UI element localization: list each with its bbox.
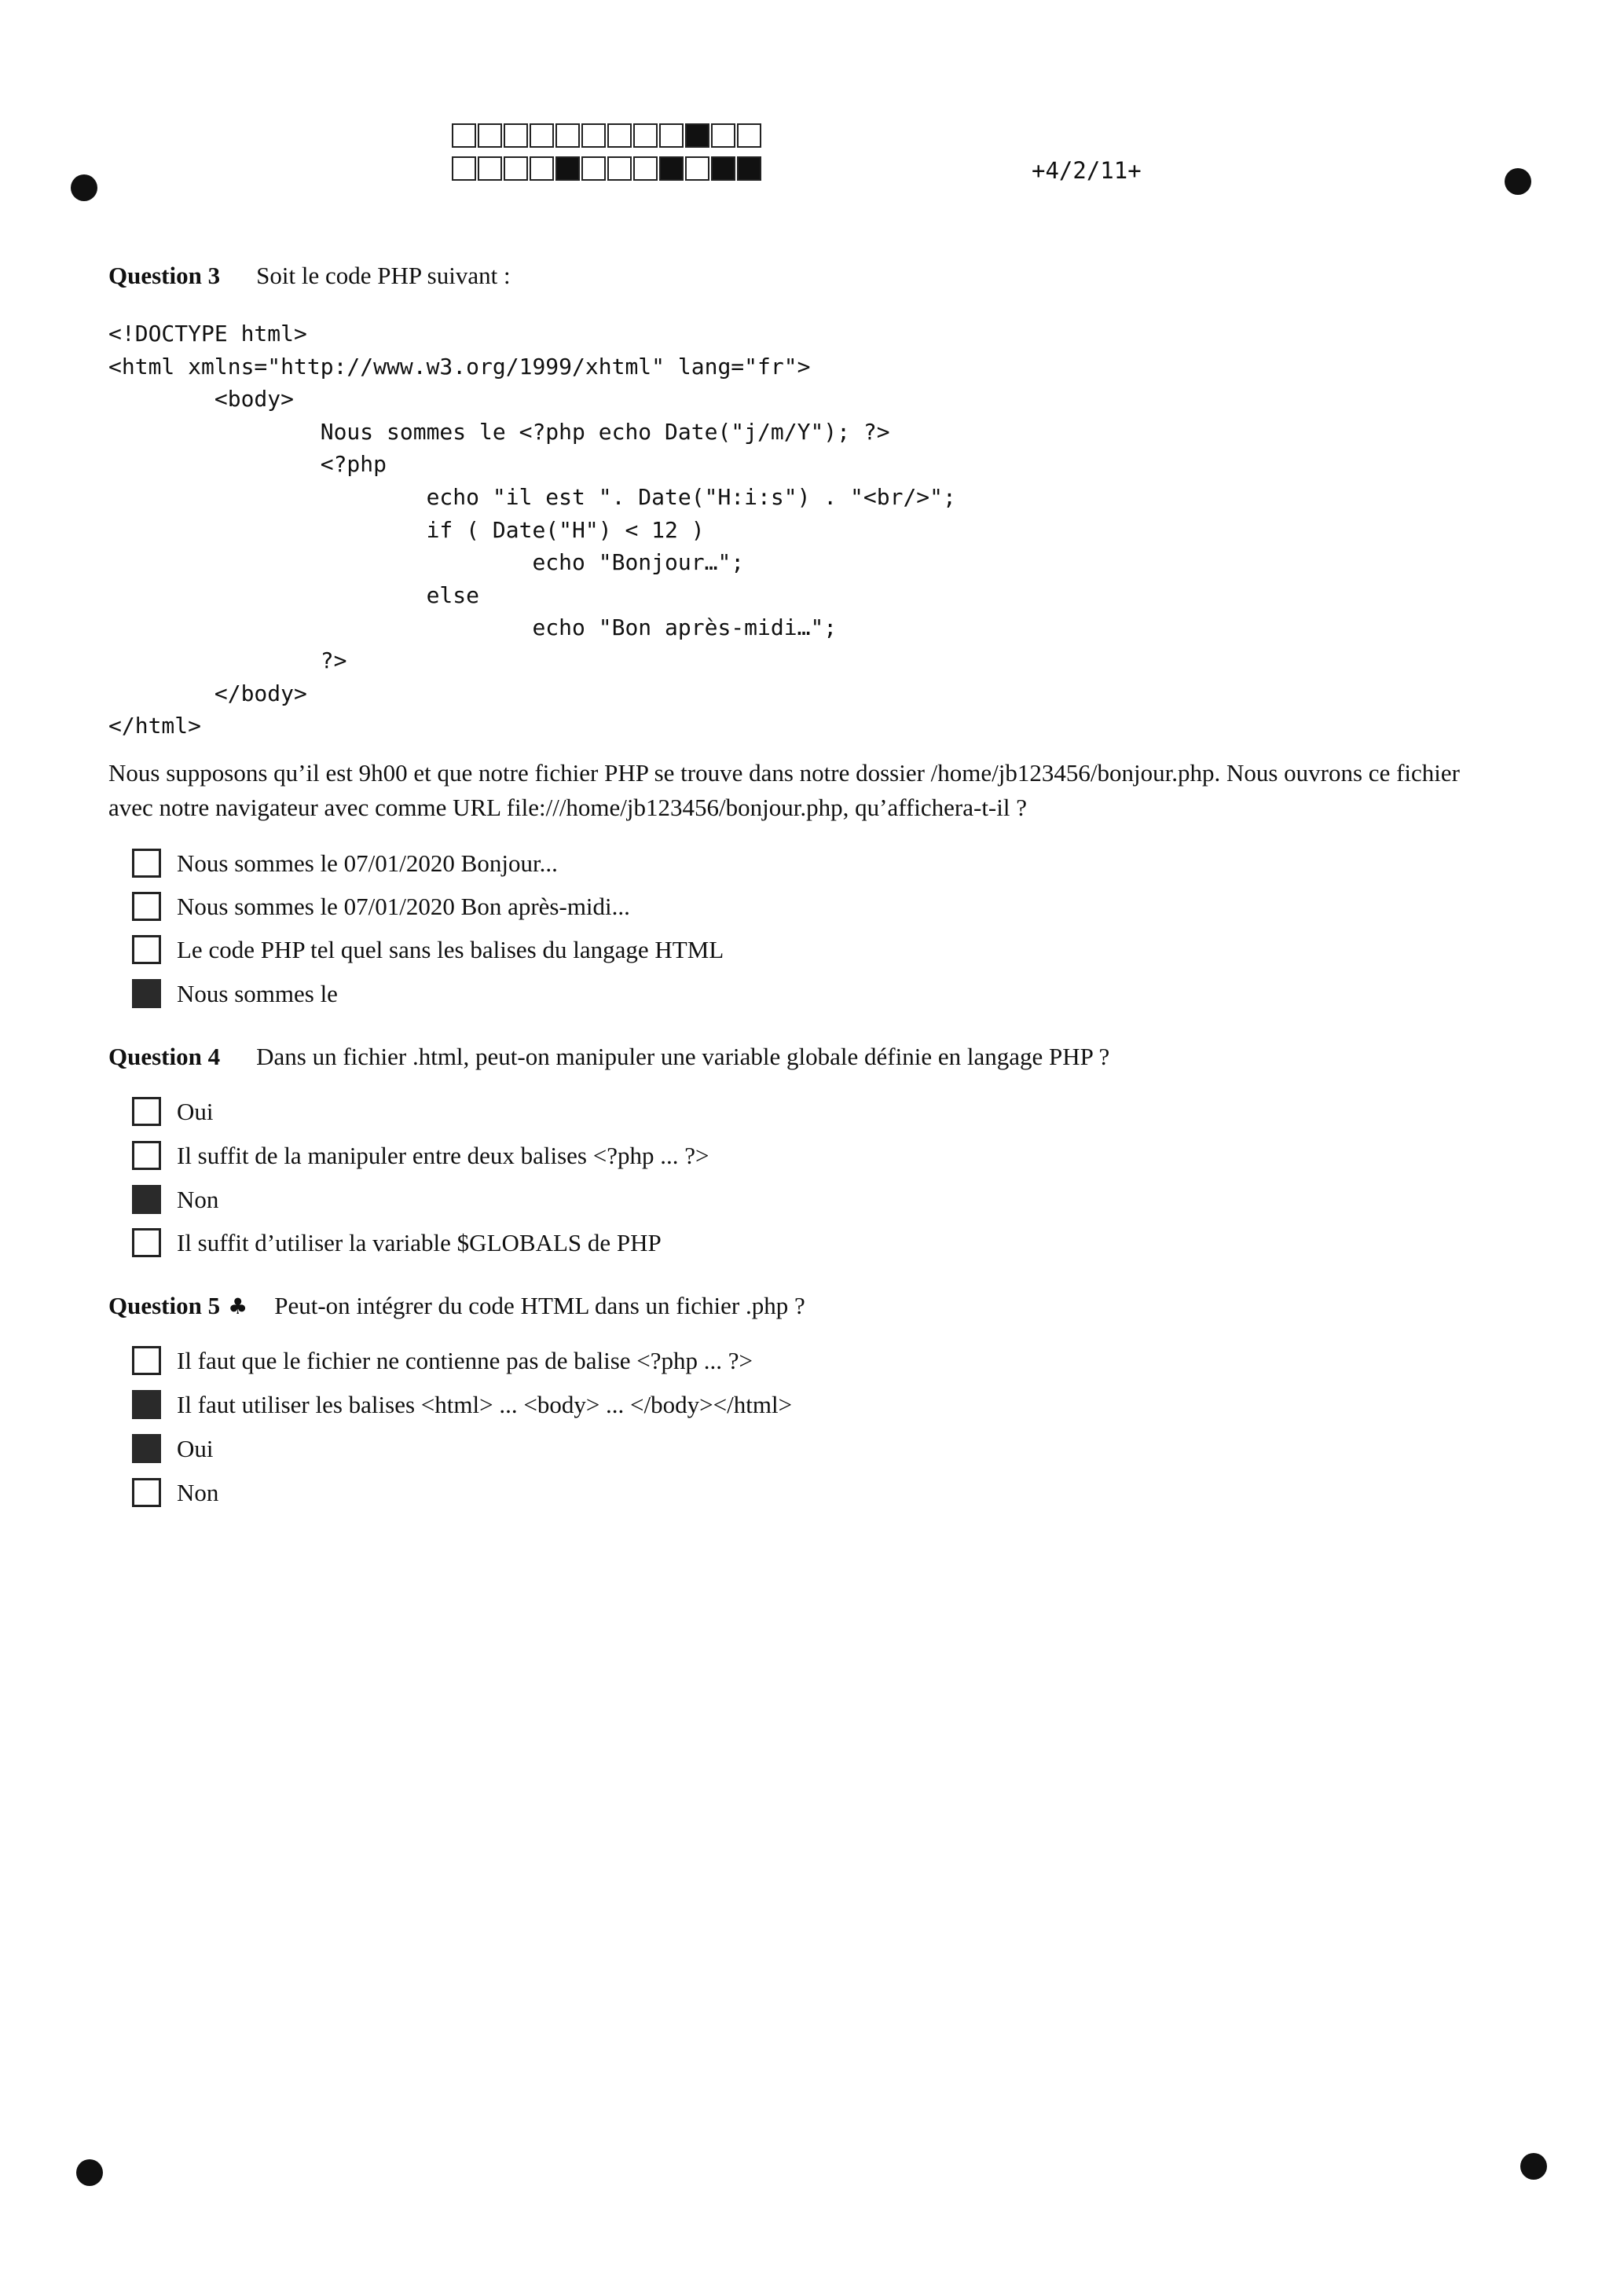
id-box-11 bbox=[711, 123, 735, 148]
id-box-3 bbox=[504, 123, 528, 148]
php-code-block: <!DOCTYPE html> <html xmlns="http://www.w3.org/1999/xhtml" lang="fr"> <body> Nous sommes le <?php echo Date("j/m/Y"); ?> <?php echo "il est ". Date("H:i:s") . "<br/>"; if ( Date("H") < 12 ) echo "Bonjour…"; else echo "Bon après-midi…"; ?> </body> </html> bbox=[108, 321, 956, 739]
id-box-9 bbox=[659, 123, 684, 148]
id-box-1 bbox=[452, 123, 476, 148]
id-box-7 bbox=[607, 156, 632, 181]
q3-checkbox-3[interactable] bbox=[132, 935, 161, 964]
id-box-1 bbox=[452, 156, 476, 181]
q4-answer-2[interactable] bbox=[132, 1141, 709, 1170]
q3-checkbox-1[interactable] bbox=[132, 849, 161, 878]
question-3-prompt: Soit le code PHP suivant : bbox=[256, 262, 511, 289]
sheet-code: +4/2/11+ bbox=[1032, 157, 1142, 184]
id-box-12 bbox=[737, 123, 761, 148]
q3-answer-4-label: Nous sommes le bbox=[177, 979, 338, 1007]
id-box-4 bbox=[530, 156, 554, 181]
q3-answer-1[interactable] bbox=[132, 849, 558, 878]
q3-answer-4[interactable] bbox=[132, 979, 338, 1008]
q5-checkbox-3[interactable] bbox=[132, 1434, 161, 1463]
q5-answer-3-label: Oui bbox=[177, 1434, 214, 1462]
id-box-9 bbox=[659, 156, 684, 181]
id-box-4 bbox=[530, 123, 554, 148]
q5-answer-4-label: Non bbox=[177, 1478, 219, 1506]
id-box-8 bbox=[633, 123, 658, 148]
id-box-3 bbox=[504, 156, 528, 181]
student-id-boxes-row-1 bbox=[452, 123, 763, 148]
id-box-12 bbox=[737, 156, 761, 181]
id-box-8 bbox=[633, 156, 658, 181]
q3-answer-2[interactable] bbox=[132, 892, 630, 921]
q3-answer-2-label: Nous sommes le 07/01/2020 Bon après-midi... bbox=[177, 892, 630, 920]
question-4-header bbox=[108, 1043, 1109, 1071]
q3-answer-3[interactable] bbox=[132, 935, 724, 964]
id-box-6 bbox=[581, 123, 606, 148]
id-box-2 bbox=[478, 123, 502, 148]
q3-checkbox-4[interactable] bbox=[132, 979, 161, 1008]
question-4-prompt: Dans un fichier .html, peut-on manipuler une variable globale définie en langage PHP ? bbox=[256, 1043, 1110, 1070]
q4-answer-1[interactable] bbox=[132, 1097, 214, 1126]
id-box-11 bbox=[711, 156, 735, 181]
q4-answer-3[interactable] bbox=[132, 1185, 218, 1214]
q5-answer-2[interactable] bbox=[132, 1390, 792, 1419]
question-3-paragraph: Nous supposons qu’il est 9h00 et que notre fichier PHP se trouve dans notre dossier /home/jb123456/bonjour.php. Nous ouvrons ce fichier avec notre navigateur avec comme URL file:///home/jb123456/bonjour.php, qu’affichera-t-il ? bbox=[108, 759, 1460, 821]
q5-checkbox-1[interactable] bbox=[132, 1346, 161, 1375]
q4-answer-2-label: Il suffit de la manipuler entre deux balises <?php ... ?> bbox=[177, 1141, 709, 1169]
q3-answer-3-label: Le code PHP tel quel sans les balises du langage HTML bbox=[177, 935, 724, 963]
q4-checkbox-4[interactable] bbox=[132, 1228, 161, 1257]
id-box-6 bbox=[581, 156, 606, 181]
q5-answer-3[interactable] bbox=[132, 1434, 214, 1463]
registration-mark-bottom-left bbox=[76, 2159, 103, 2186]
id-box-2 bbox=[478, 156, 502, 181]
q5-answer-1[interactable] bbox=[132, 1346, 753, 1375]
question-5-number: Question 5 bbox=[108, 1292, 221, 1319]
q5-answer-1-label: Il faut que le fichier ne contienne pas de balise <?php ... ?> bbox=[177, 1346, 753, 1374]
q4-answer-3-label: Non bbox=[177, 1185, 219, 1213]
id-box-10 bbox=[685, 123, 709, 148]
q4-answer-4-label: Il suffit d’utiliser la variable $GLOBALS de PHP bbox=[177, 1228, 662, 1256]
question-5-header bbox=[108, 1292, 805, 1320]
id-box-10 bbox=[685, 156, 709, 181]
q5-answer-4[interactable] bbox=[132, 1478, 218, 1507]
q4-checkbox-1[interactable] bbox=[132, 1097, 161, 1126]
registration-mark-bottom-right bbox=[1520, 2153, 1547, 2180]
q3-answer-1-label: Nous sommes le 07/01/2020 Bonjour... bbox=[177, 849, 558, 877]
q4-answer-4[interactable] bbox=[132, 1228, 662, 1257]
club-icon: ♣ bbox=[228, 1293, 248, 1319]
q5-checkbox-4[interactable] bbox=[132, 1478, 161, 1507]
id-box-5 bbox=[555, 123, 580, 148]
registration-mark-top-right bbox=[1505, 168, 1531, 195]
registration-mark-top-left bbox=[71, 174, 97, 201]
q3-checkbox-2[interactable] bbox=[132, 892, 161, 921]
student-id-boxes-row-2 bbox=[452, 156, 763, 181]
id-box-5 bbox=[555, 156, 580, 181]
question-3-number: Question 3 bbox=[108, 262, 221, 289]
question-5-prompt: Peut-on intégrer du code HTML dans un fichier .php ? bbox=[274, 1292, 805, 1319]
q4-checkbox-3[interactable] bbox=[132, 1185, 161, 1214]
question-4-number: Question 4 bbox=[108, 1043, 221, 1070]
q4-checkbox-2[interactable] bbox=[132, 1141, 161, 1170]
q5-checkbox-2[interactable] bbox=[132, 1390, 161, 1419]
id-box-7 bbox=[607, 123, 632, 148]
q4-answer-1-label: Oui bbox=[177, 1097, 214, 1125]
q5-answer-2-label: Il faut utiliser les balises <html> ... <body> ... </body></html> bbox=[177, 1390, 793, 1418]
question-3-header bbox=[108, 262, 511, 290]
